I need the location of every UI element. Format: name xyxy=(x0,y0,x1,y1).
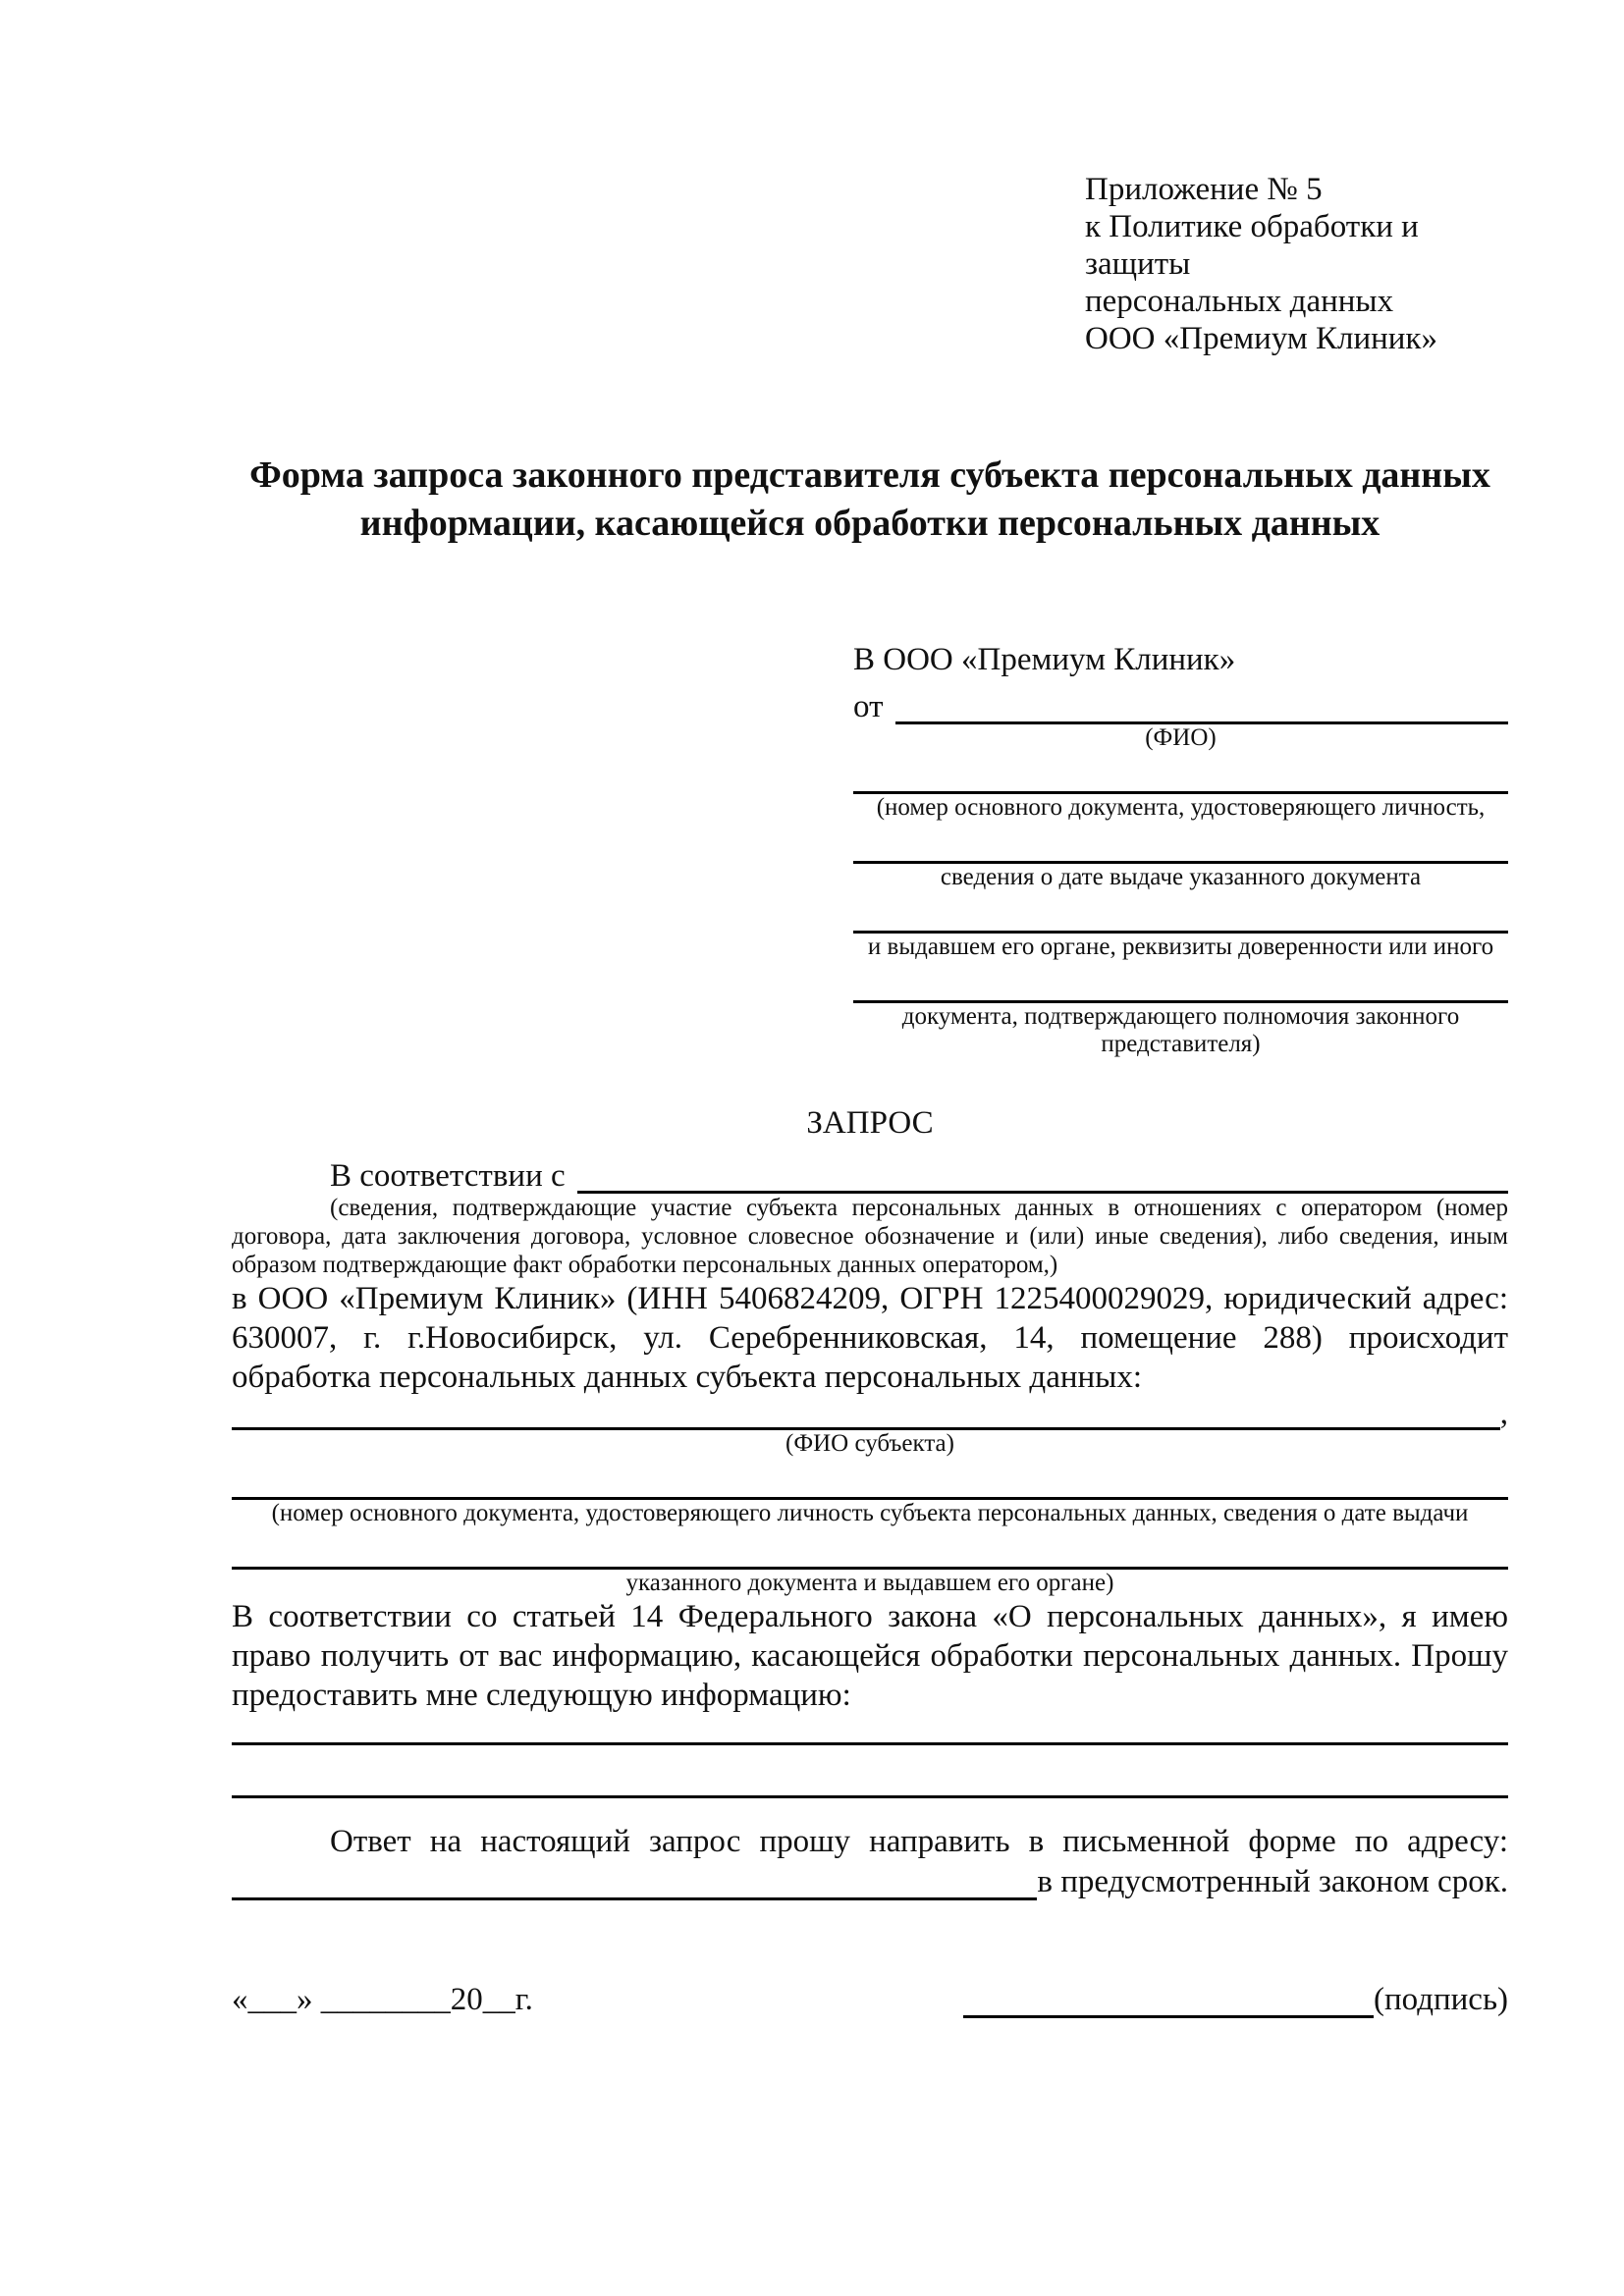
form-title-line: информации, касающейся обработки персональных данных xyxy=(359,503,1380,544)
authority-document-fill-line xyxy=(853,979,1508,1003)
subject-fio-row xyxy=(232,1397,1508,1430)
information-fill-line-2 xyxy=(232,1795,1508,1798)
field-caption: документа, подтверждающего полномочия законного представителя) xyxy=(901,1003,1460,1057)
law-paragraph: В соответствии со статьей 14 Федерального закона «О персональных данных», я имею право получить от вас информацию, касающейся обработки персональных данных. Прошу предоставить мне следующую информацию: xyxy=(232,1599,1508,1713)
addressee-organization: В ООО «Премиум Клиник» xyxy=(853,642,1236,677)
intro-label: В соответствии с xyxy=(330,1158,566,1194)
reply-suffix: в предусмотренный законом срок. xyxy=(1037,1864,1508,1899)
issuing-authority-fill-line xyxy=(853,909,1508,934)
subject-document-fill-line xyxy=(232,1475,1508,1500)
from-row xyxy=(853,685,1508,724)
operator-paragraph: в ООО «Премиум Клиник» (ИНН 5406824209, ОГРН 1225400029029, юридический адрес: 630007, г. г.Новосибирск, ул. Серебренниковская, 14, помещение 288) происходит обработка персональных данных субъекта персональных данных: xyxy=(232,1281,1508,1395)
addressee-block xyxy=(853,640,1508,1058)
subject-fio-caption: (ФИО субъекта) xyxy=(785,1430,954,1457)
appendix-note-line: ООО «Премиум Клиник» xyxy=(1085,321,1437,356)
intro-row xyxy=(232,1154,1508,1194)
field-caption: (номер основного документа, удостоверяющего личность, xyxy=(876,794,1486,821)
reply-address-row xyxy=(232,1861,1508,1900)
field-caption: и выдавшем его органе, реквизиты доверенности или иного xyxy=(867,934,1494,960)
signature-fill-line xyxy=(963,2015,1374,2018)
address-fill-line xyxy=(232,1897,1037,1900)
fio-caption: (ФИО) xyxy=(1145,724,1217,751)
appendix-note xyxy=(1085,171,1508,357)
date-blank: «___» ________20__г. xyxy=(232,1982,533,2017)
document-number-fill-line xyxy=(853,770,1508,794)
issue-date-fill-line xyxy=(853,839,1508,864)
appendix-note-line: к Политике обработки и защиты xyxy=(1085,209,1419,282)
signature-caption: (подпись) xyxy=(1374,1982,1508,2017)
reply-paragraph: Ответ на настоящий запрос прошу направить в письменной форме по адресу: xyxy=(330,1824,1508,1859)
appendix-note-line: Приложение № 5 xyxy=(1085,172,1323,207)
form-title-line: Форма запроса законного представителя субъекта персональных данных xyxy=(249,454,1490,496)
subject-document-caption-2: указанного документа и выдавшем его органе) xyxy=(625,1570,1114,1596)
form-title xyxy=(232,452,1508,548)
request-heading: ЗАПРОС xyxy=(806,1105,934,1141)
signature-area xyxy=(963,1981,1508,2018)
field-caption: сведения о дате выдаче указанного документа xyxy=(940,864,1422,890)
intro-caption: (сведения, подтверждающие участие субъекта персональных данных в отношениях с оператором (номер договора, дата заключения договора, условное словесное обозначение и (или) иные сведения), либо сведения, иным образом подтверждающие факт обработки персональных данных оператором,) xyxy=(232,1195,1508,1278)
information-fill-line xyxy=(232,1742,1508,1745)
subject-document-caption: (номер основного документа, удостоверяющего личность субъекта персональных данных, сведения о дате выдачи xyxy=(271,1500,1469,1526)
from-label: от xyxy=(853,689,884,724)
appendix-note-line: персональных данных xyxy=(1085,284,1394,319)
signature-row xyxy=(232,1979,1508,2018)
subject-document-fill-line-2 xyxy=(232,1545,1508,1570)
trailing-comma: , xyxy=(1499,1396,1508,1431)
